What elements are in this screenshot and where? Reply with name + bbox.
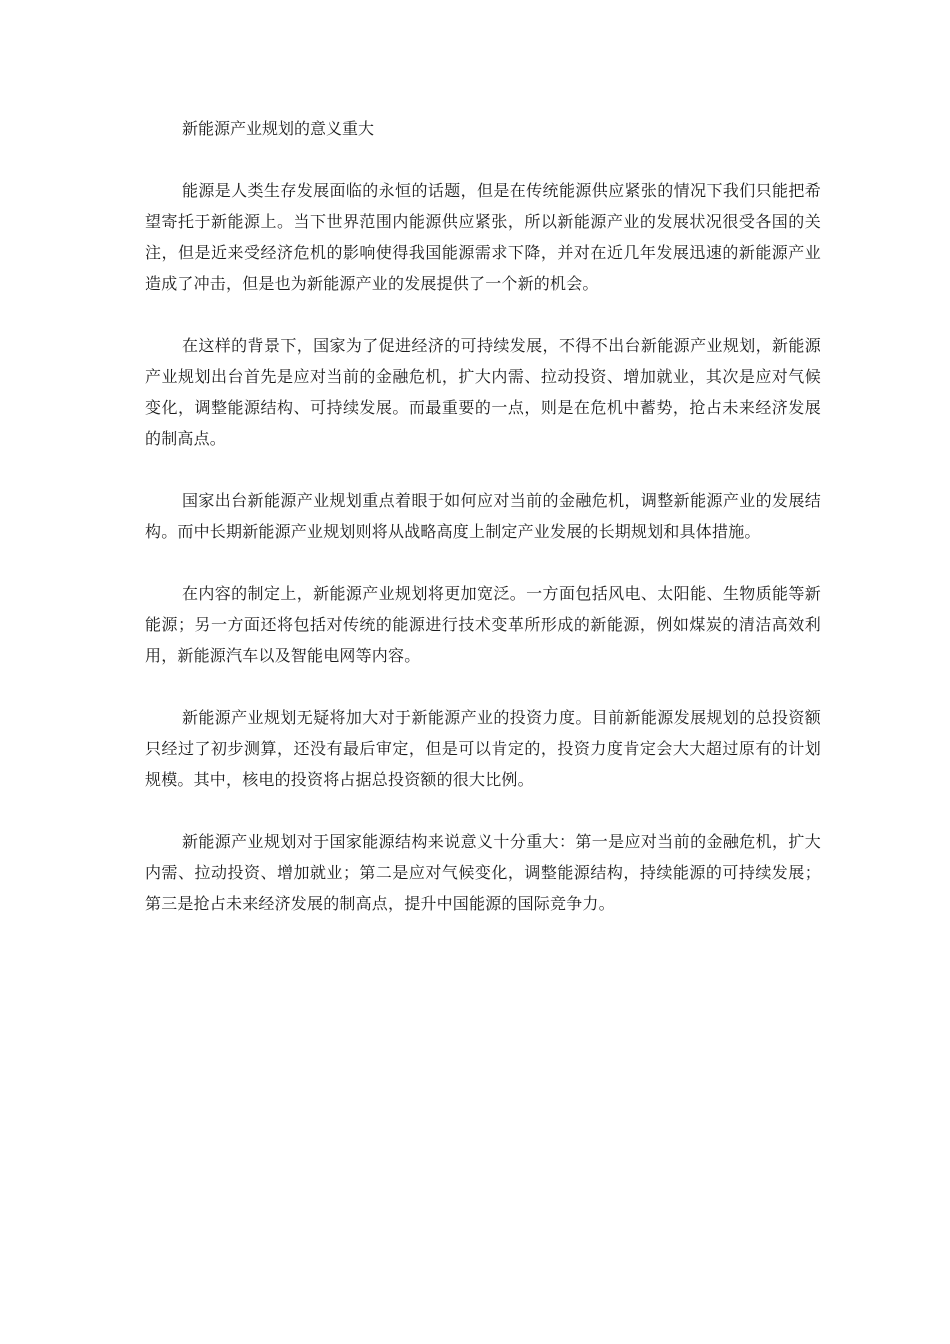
paragraph-background: 在这样的背景下，国家为了促进经济的可持续发展，不得不出台新能源产业规划，新能源产业规划出台首先是应对当前的金融危机，扩大内需、拉动投资、增加就业，其次是应对气候变化，调整能源结构、可持续发展。而最重要的一点，则是在危机中蓄势，抢占未来经济发展的制高点。 [145, 336, 821, 448]
paragraph-investment: 新能源产业规划无疑将加大对于新能源产业的投资力度。目前新能源发展规划的总投资额只经过了初步测算，还没有最后审定，但是可以肯定的，投资力度肯定会大大超过原有的计划规模。其中，核电的投资将占据总投资额的很大比例。 [145, 708, 821, 789]
document-title: 新能源产业规划的意义重大 [182, 119, 375, 138]
paragraph-focus: 国家出台新能源产业规划重点着眼于如何应对当前的金融危机，调整新能源产业的发展结构。而中长期新能源产业规划则将从战略高度上制定产业发展的长期规划和具体措施。 [145, 491, 821, 541]
paragraph-content-scope: 在内容的制定上，新能源产业规划将更加宽泛。一方面包括风电、太阳能、生物质能等新能源；另一方面还将包括对传统的能源进行技术变革所形成的新能源，例如煤炭的清洁高效利用，新能源汽车以及智能电网等内容。 [145, 584, 821, 665]
document-body [145, 113, 821, 950]
paragraph-significance: 新能源产业规划对于国家能源结构来说意义十分重大：第一是应对当前的金融危机，扩大内需、拉动投资、增加就业；第二是应对气候变化，调整能源结构，持续能源的可持续发展；第三是抢占未来经济发展的制高点，提升中国能源的国际竞争力。 [145, 832, 821, 913]
paragraph-intro: 能源是人类生存发展面临的永恒的话题，但是在传统能源供应紧张的情况下我们只能把希望寄托于新能源上。当下世界范围内能源供应紧张，所以新能源产业的发展状况很受各国的关注，但是近来受经济危机的影响使得我国能源需求下降，并对在近几年发展迅速的新能源产业造成了冲击，但是也为新能源产业的发展提供了一个新的机会。 [145, 181, 821, 293]
